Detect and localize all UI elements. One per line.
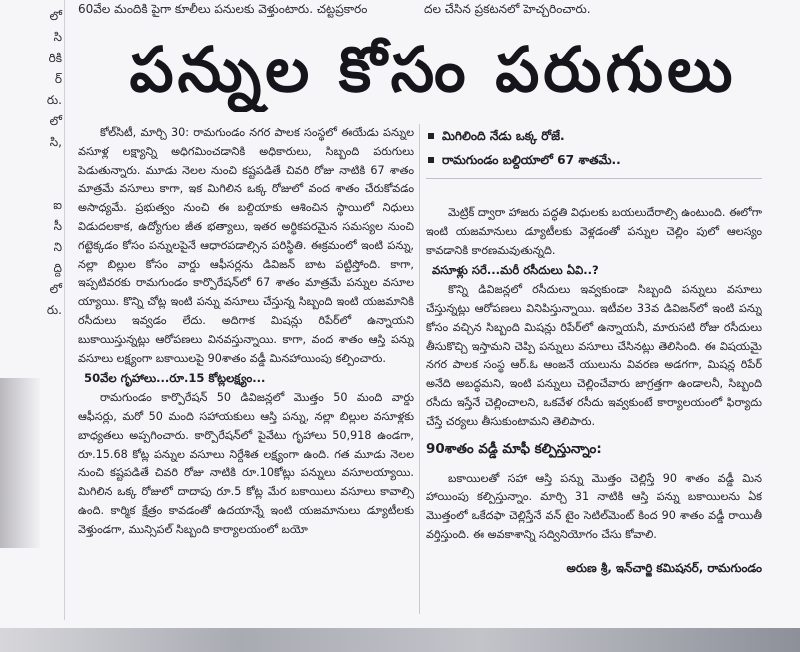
adjacent-line: సి,	[49, 135, 62, 149]
adjacent-line: ద్ది	[53, 261, 62, 275]
highlight-bullets	[426, 124, 762, 172]
article-paragraph: రామగుండం కార్పొరేషన్ 50 డివిజన్లలో మొత్తం 50 మంది వార్డు ఆఫీసర్లు, మరో 50 మంది సహాయకులు ఆస్తి పన్ను, నల్లా బిల్లుల వసూళ్లకు బాధ్యతలు అప్పగించారు. కార్పొరేషన్‌లో పైవేటు గృహాలు 50,918 ఉండగా, రూ.15.68 కోట్ల పన్నుల వసూలు నిర్దేశిత లక్ష్యంగా ఉంది. గత మూడు నెలల నుంచి కష్టపడితే చివరి రోజు నాటికి రూ.10కోట్లు పన్నులు వసూలయ్యాయి. మిగిలిన ఒక్క రోజులో దాదాపు రూ.5 కోట్ల మేర బకాయిలు వసూలు కావాల్సి ఉంది. కార్మిక క్షేత్రం కావడంతో ఉదయాన్నే ఇంటి యజమానులు డ్యూటీలకు వెళ్తుండగా, మున్సిపల్ సిబ్బంది కార్యాలయంలో బయో	[78, 391, 414, 536]
next-page-strip	[0, 628, 800, 652]
adjacent-line	[0, 174, 62, 195]
article-subheading: వసూళ్లు సరే...మరీ రసీదులు ఏవి..?	[432, 263, 599, 278]
spacer	[426, 182, 762, 204]
highlight-bullet	[426, 148, 762, 172]
adjacent-photo	[0, 378, 40, 548]
article-column-right	[426, 124, 762, 616]
adjacent-line: ని	[53, 240, 62, 254]
adjacent-line: రు.	[46, 93, 62, 107]
previous-article-line-right: దల చేసిన ప్రకటనలో హెచ్చరించారు.	[424, 2, 591, 16]
adjacent-line: లో	[49, 9, 62, 23]
adjacent-line: సీ	[53, 219, 62, 233]
article-paragraph: కోల్‌సిటీ, మార్చి 30: రామగుండం నగర పాలక సంస్థలో ఈయేడు పన్నుల వసూళ్ల లక్ష్యాన్ని అధిగమించడానికి అధికారులు, సిబ్బంది పరుగులు పెడుతున్నారు. మూడు నెలల నుంచి కష్టపడితే చివరి రోజు నాటికి 67 శాతం మాత్రమే వసూలు కాగా, ఇక మిగిలిన ఒక్క రోజులో వంద శాతం చేరుకోవడం అసాధ్యమే. ప్రభుత్వం నుంచి ఈ బల్దియాకు ఆశించిన స్థాయిలో నిధులు విడుదలకాక, ఉద్యోగుల జీత భత్యాలు, ఇతర అర్థికపరమైన సమస్యల నుంచి గట్టెక్కడం కోసం పన్నులపైనే ఆధారపడాల్సిన పరిస్థితి. ఈక్రమంలో ఇంటి పన్ను, నల్లా బిల్లుల కోసం వార్డు ఆఫీసర్లను డివిజన్ బాట పట్టిస్తోంది. కాగా, ఇప్పటివరకు రామగుండం కార్పొరేషన్‌లో 67 శాతం మాత్రమే పన్నుల వసూల య్యాయి. కొన్ని చోట్ల ఇంటి పన్ను వసూలు చేస్తున్న సిబ్బంది ఇంటి యజమానికి రసీదులు ఇవ్వడం లేదు. అదిగాక మిషన్లు రిపేర్‌లో ఉన్నాయని బుకాయిస్తున్నట్లు ఆరోపణలు వినవస్తున్నాయి. కాగా, వంద శాతం ఆస్తి పన్ను వసూలు లక్ష్యంగా బకాయిలపై 90శాతం వడ్డీ మినహాయింపు కల్పించారు.	[78, 126, 414, 365]
bullet-divider	[426, 178, 762, 179]
article-subheading: 90శాతం వడ్డీ మాఫీ కల్పిస్తున్నాం:	[426, 441, 602, 457]
highlight-text: మిగిలింది నేడు ఒక్క రోజే.	[442, 129, 565, 143]
adjacent-line: రికి	[48, 51, 62, 65]
adjacent-line: రు.	[46, 303, 62, 317]
bullet-square-icon	[428, 133, 434, 139]
article-paragraph: మెట్రిక్ ద్వారా హాజరు పద్ధతి విధులకు బయలుదేరాల్సి ఉంటుంది. ఈలోగా ఇంటి యజమానులు డ్యూటీలకు వెళ్లడంతో పన్నుల చెల్లిం పులో ఆలస్యం కావడానికి కారణమవుతున్నది.	[426, 206, 762, 257]
highlight-text: రామగుండం బల్దియాలో 67 శాతమే..	[442, 153, 621, 167]
article-signature: అరుణ శ్రీ, ఇన్‌చార్జి కమిషనర్, రామగుండం	[566, 560, 762, 575]
adjacent-article-text	[0, 6, 62, 321]
article-paragraph: బకాయిలతో సహా ఆస్తి పన్ను మొత్తం చెల్లిస్తే 90 శాతం వడ్డీ మిన హాయింపు కల్పిస్తున్నాం. మార్చి 31 నాటికి ఆస్తి పన్ను బకాయిలను ఏక మొత్తంలో ఒకేదఫా చెల్లిస్తేనే వన్ టైం సెటిల్‌మెంట్ కింద 90 శాతం వడ్డీ రాయితీ వర్తిస్తుంది. ఈ అవకాశాన్ని సద్వినియోగం చేసు కోవాలి.	[426, 471, 762, 541]
previous-article-line-left: 60వేల మందికి పైగా కూలీలు పనులకు వెళ్తుంటారు. చట్టప్రకారం	[78, 2, 368, 16]
article-column-left	[78, 124, 414, 612]
adjacent-line: లో	[49, 282, 62, 296]
adjacent-article-strip	[0, 0, 65, 620]
column-divider	[419, 124, 420, 614]
adjacent-line: లో	[49, 114, 62, 128]
bullet-square-icon	[428, 157, 434, 163]
adjacent-line	[0, 153, 62, 174]
highlight-bullet	[426, 124, 762, 148]
adjacent-line: ఐ	[53, 198, 62, 212]
article-headline: పన్నుల కోసం పరుగులు	[129, 33, 737, 106]
article-paragraph: కొన్ని డివిజన్లలో రసీదులు ఇవ్వకుండా సిబ్బంది పన్నులు వసూలు చేస్తున్నట్లు ఆరోపణలు వినిపిస్తున్నాయి. ఇటీవల 33వ డివిజన్‌లో ఇంటి పన్ను కోసం వచ్చిన సిబ్బంది మిషన్లు రిపేర్‌లో ఉన్నాయనీ, మారుసటి రోజు రసీదులు తీసుకొచ్చి ఇస్తామని చెప్పి పన్నులు వసూలు చేసినట్లు తెలిసింది. ఈ విషయమై నగర పాలక సంస్థ ఆర్.ఓ ఆంజనే యులును వివరణ అడగగా, మిషన్ల రిపేర్ అనేది అబద్ధమని, ఇంటి పన్నులు చెల్లించేవారు జాగ్రత్తగా ఉండాలనీ, సిబ్బంది రసీదు ఇస్తేనే చెల్లించాలని, ఒకవేళ రసీదు ఇవ్వకుంటే కార్యాలయంలో ఫిర్యాదు చేస్తే చర్యలు తీసుకుంటామని తెలిపారు.	[426, 283, 762, 428]
adjacent-line: ర్	[54, 72, 62, 86]
adjacent-line: సి	[53, 30, 62, 44]
article-subheading: 50వేల గృహాలు...రూ.15 కోట్లలక్ష్యం...	[84, 371, 266, 386]
